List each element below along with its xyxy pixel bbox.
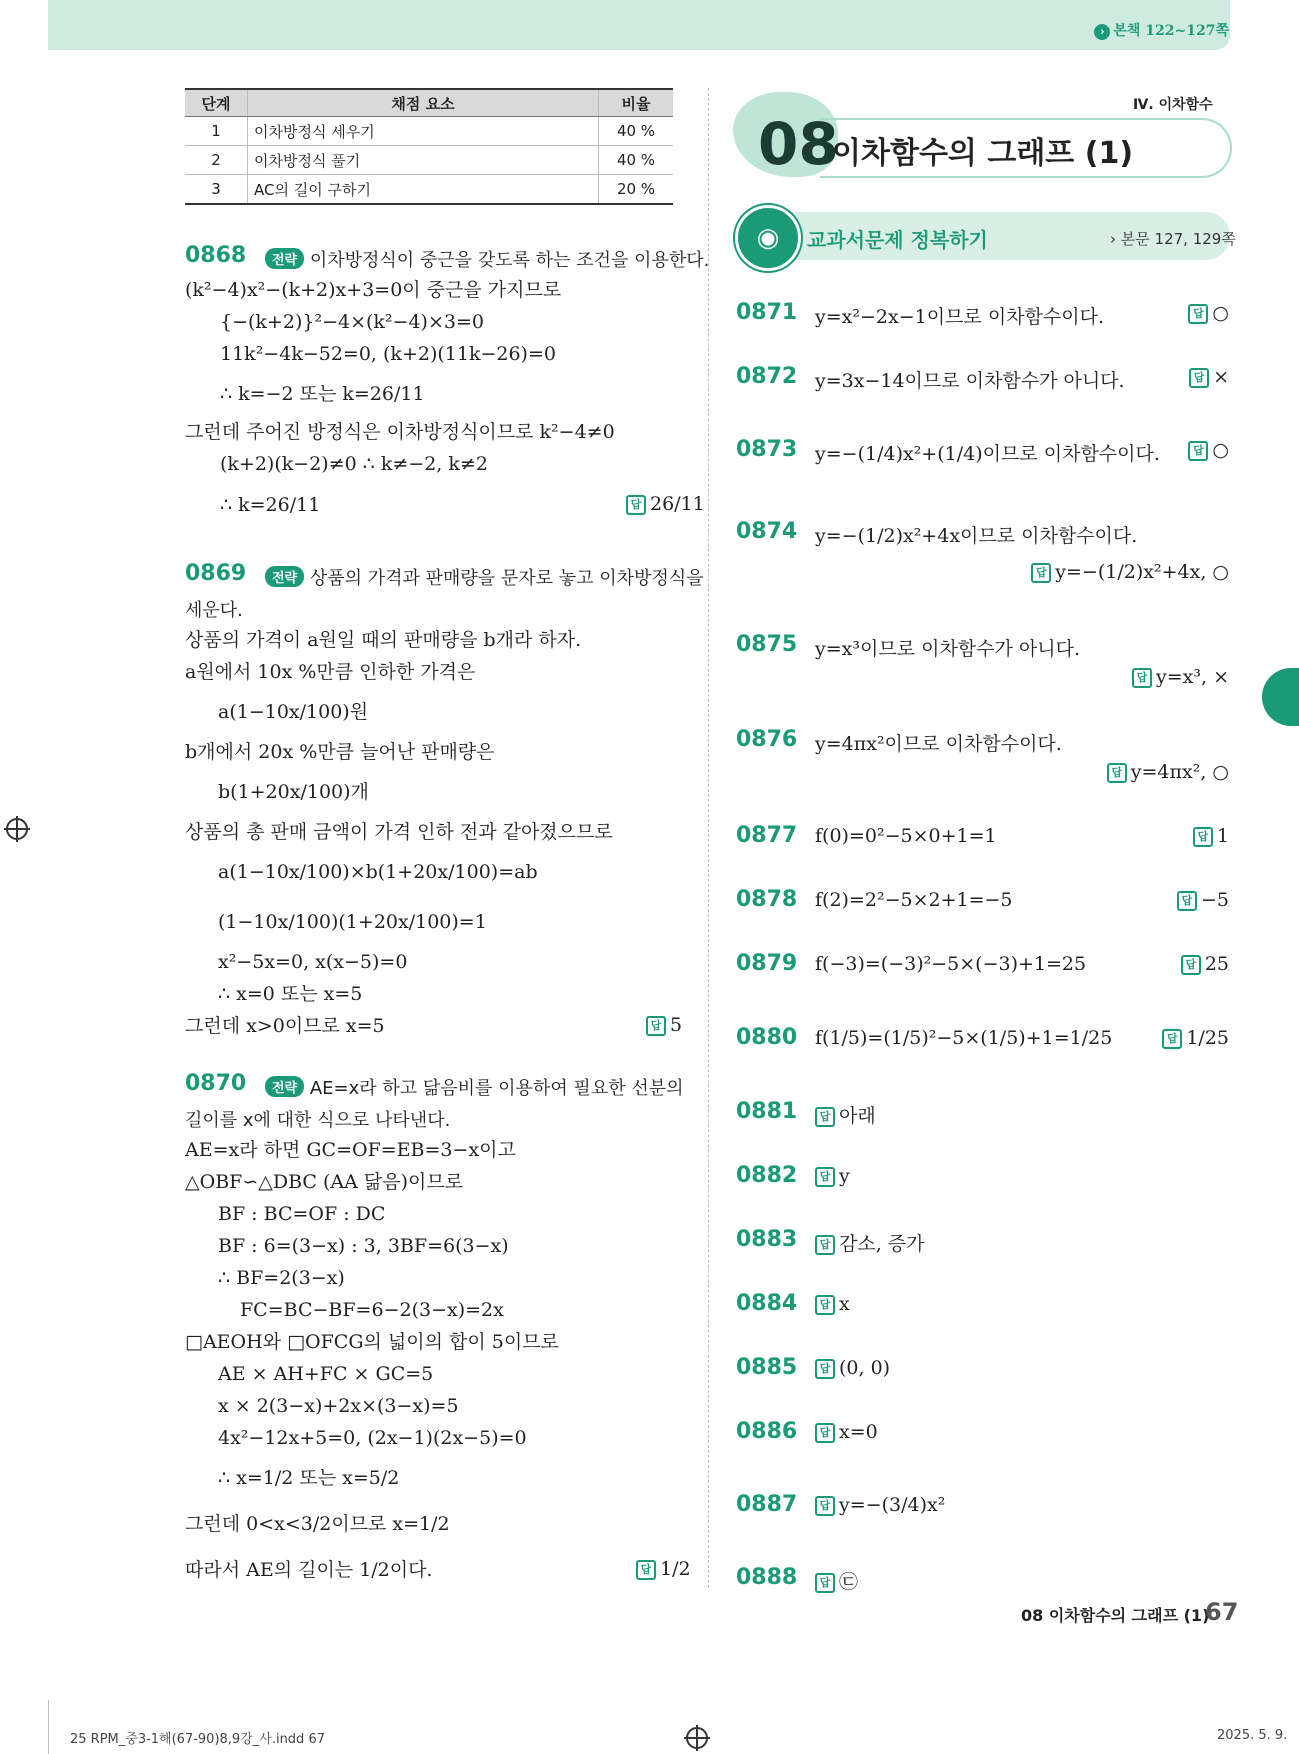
answer-value: ○	[1212, 439, 1229, 461]
solution-line: y=4πx²이므로 이차함수이다.	[815, 733, 1062, 755]
problem-number: 0879	[736, 951, 798, 976]
answer-value: 26/11	[650, 493, 705, 515]
print-date: 2025. 5. 9.	[1217, 1728, 1288, 1743]
answer	[1181, 953, 1229, 975]
strategy-line	[265, 1074, 683, 1100]
answer-value: y=x³, ×	[1156, 666, 1229, 688]
answer-value: 감소, 증가	[839, 1233, 925, 1255]
solution-line: (k²−4)x²−(k+2)x+3=0이 중근을 가지므로	[185, 279, 562, 301]
answer-badge: 답	[1107, 763, 1127, 783]
solution-line: 그런데 x>0이므로 x=5	[185, 1015, 385, 1037]
strategy-line	[265, 564, 704, 590]
table-cell: 2	[185, 146, 248, 175]
solution-line: ∴ x=1/2 또는 x=5/2	[218, 1467, 400, 1489]
solution-line: BF : 6=(3−x) : 3, 3BF=6(3−x)	[218, 1235, 509, 1257]
print-info: 25 RPM_중3-1해(67-90)8,9강_사.indd 67	[70, 1732, 325, 1747]
table-cell: 20 %	[599, 175, 674, 205]
table-cell: 이차방정식 풀기	[248, 146, 599, 175]
magnifier-icon: ◉	[735, 205, 801, 271]
answer-value: ○	[1212, 302, 1229, 324]
solution-line: AE=x라 하면 GC=OF=EB=3−x이고	[185, 1139, 516, 1161]
strategy-badge: 전략	[265, 566, 304, 587]
table-header: 채점 요소	[248, 89, 599, 117]
solution-line: ∴ k=−2 또는 k=26/11	[220, 383, 425, 405]
answer-badge: 답	[815, 1423, 835, 1443]
solution-line: a원에서 10x %만큼 인하한 가격은	[185, 661, 476, 683]
chapter-number: 08	[758, 110, 839, 178]
answer	[1031, 561, 1229, 583]
answer-value: x	[839, 1293, 850, 1315]
problem-number: 0882	[736, 1163, 798, 1188]
answer	[1177, 889, 1229, 911]
solution-line: f(2)=2²−5×2+1=−5	[815, 889, 1013, 911]
problem-number: 0880	[736, 1025, 798, 1050]
answer-value: 1/2	[660, 1558, 691, 1580]
table-row	[185, 175, 673, 205]
table-header: 단계	[185, 89, 248, 117]
answer	[815, 1229, 925, 1256]
section-ref-text: 본문 127, 129쪽	[1120, 230, 1236, 248]
answer	[815, 1567, 858, 1594]
problem-number: 0877	[736, 823, 798, 848]
solution-line: y=−(1/4)x²+(1/4)이므로 이차함수이다.	[815, 443, 1160, 465]
problem-number: 0876	[736, 727, 798, 752]
answer-value: 1	[1216, 825, 1229, 847]
answer-value: y=−(3/4)x²	[839, 1494, 946, 1516]
answer-value: −5	[1200, 889, 1229, 911]
solution-line: f(−3)=(−3)²−5×(−3)+1=25	[815, 953, 1087, 975]
answer-value: 1/25	[1186, 1027, 1229, 1049]
answer-badge: 답	[1193, 827, 1213, 847]
answer	[1132, 666, 1229, 688]
crop-line	[48, 1700, 49, 1754]
solution-line: FC=BC−BF=6−2(3−x)=2x	[240, 1299, 504, 1321]
answer	[1107, 761, 1229, 783]
solution-line: 11k²−4k−52=0, (k+2)(11k−26)=0	[220, 343, 556, 365]
answer-badge: 답	[1162, 1029, 1182, 1049]
answer	[1188, 439, 1229, 461]
solution-line: b(1+20x/100)개	[218, 781, 369, 803]
solution-line: a(1−10x/100)×b(1+20x/100)=ab	[218, 861, 538, 883]
answer-badge: 답	[815, 1235, 835, 1255]
answer-value: 5	[670, 1014, 683, 1036]
answer	[815, 1101, 876, 1128]
registration-mark-icon	[6, 818, 28, 840]
answer	[1162, 1027, 1229, 1049]
strategy-text: 세운다.	[185, 600, 243, 621]
solution-line: f(1/5)=(1/5)²−5×(1/5)+1=1/25	[815, 1027, 1113, 1049]
table-cell: AC의 길이 구하기	[248, 175, 599, 205]
registration-mark-icon	[686, 1727, 708, 1749]
solution-line: ∴ x=0 또는 x=5	[218, 983, 363, 1005]
table-row	[185, 146, 673, 175]
answer	[815, 1165, 850, 1187]
answer-value: y=4πx², ○	[1130, 761, 1229, 783]
answer-value: x=0	[839, 1421, 878, 1443]
solution-line: BF : BC=OF : DC	[218, 1203, 386, 1225]
problem-number: 0874	[736, 519, 798, 544]
answer-badge: 답	[1189, 368, 1209, 388]
header-ref	[1094, 20, 1229, 40]
strategy-badge: 전략	[265, 1076, 304, 1097]
answer	[646, 1014, 682, 1036]
chevron-right-icon: ›	[1110, 230, 1121, 248]
problem-number: 0868	[185, 243, 247, 268]
answer-value: 25	[1204, 953, 1229, 975]
page-number: 67	[1205, 1598, 1239, 1626]
scoring-table	[185, 88, 673, 205]
solution-line: y=x²−2x−1이므로 이차함수이다.	[815, 306, 1104, 328]
answer-badge: 답	[646, 1016, 666, 1036]
solution-line: 따라서 AE의 길이는 1/2이다.	[185, 1559, 433, 1581]
problem-number: 0878	[736, 887, 798, 912]
answer	[626, 493, 705, 515]
answer-value: (0, 0)	[839, 1357, 891, 1379]
answer-badge: 답	[1188, 304, 1208, 324]
solution-line: x²−5x=0, x(x−5)=0	[218, 951, 408, 973]
strategy-line	[265, 246, 709, 272]
strategy-badge: 전략	[265, 248, 304, 269]
problem-number: 0884	[736, 1291, 798, 1316]
section-ref	[1110, 228, 1236, 249]
footer-title: 08 이차함수의 그래프 (1)	[1021, 1606, 1210, 1625]
solution-line: x × 2(3−x)+2x×(3−x)=5	[218, 1395, 459, 1417]
strategy-text: 이차방정식이 중근을 갖도록 하는 조건을 이용한다.	[309, 250, 710, 271]
answer-badge: 답	[1132, 668, 1152, 688]
problem-number: 0883	[736, 1227, 798, 1252]
problem-number: 0886	[736, 1419, 798, 1444]
answer	[1188, 302, 1229, 324]
table-header-row	[185, 89, 673, 117]
answer-badge: 답	[815, 1167, 835, 1187]
answer	[815, 1494, 945, 1516]
problem-number: 0875	[736, 632, 798, 657]
answer	[1189, 366, 1229, 388]
problem-number: 0871	[736, 300, 798, 325]
table-cell: 1	[185, 117, 248, 146]
problem-number: 0881	[736, 1099, 798, 1124]
solution-line: f(0)=0²−5×0+1=1	[815, 825, 997, 847]
answer-badge: 답	[636, 1560, 656, 1580]
problem-number: 0888	[736, 1565, 798, 1590]
strategy-text: 상품의 가격과 판매량을 문자로 놓고 이차방정식을	[309, 568, 704, 589]
answer	[815, 1421, 878, 1443]
column-divider	[708, 88, 709, 1588]
solution-line: AE × AH+FC × GC=5	[218, 1363, 434, 1385]
solution-line: y=x³이므로 이차함수가 아니다.	[815, 638, 1080, 660]
answer	[815, 1357, 890, 1379]
answer-badge: 답	[1031, 563, 1051, 583]
answer	[815, 1293, 850, 1315]
answer-value: y=−(1/2)x²+4x, ○	[1055, 561, 1229, 583]
problem-number: 0870	[185, 1071, 247, 1096]
strategy-text: 길이를 x에 대한 식으로 나타낸다.	[185, 1110, 451, 1131]
problem-number: 0869	[185, 561, 247, 586]
table-row	[185, 117, 673, 146]
answer-badge: 답	[1181, 955, 1201, 975]
header-ref-text: 본책 122~127쪽	[1113, 23, 1229, 39]
table-cell: 3	[185, 175, 248, 205]
answer-badge: 답	[1188, 441, 1208, 461]
solution-line: 그런데 주어진 방정식은 이차방정식이므로 k²−4≠0	[185, 421, 615, 443]
table-header: 비율	[599, 89, 674, 117]
solution-line: ∴ BF=2(3−x)	[218, 1267, 345, 1289]
solution-line: a(1−10x/100)원	[218, 701, 369, 723]
chapter-title: 이차함수의 그래프 (1)	[832, 136, 1134, 171]
problem-number: 0887	[736, 1492, 798, 1517]
answer-value: 아래	[839, 1105, 876, 1127]
problem-number: 0873	[736, 437, 798, 462]
header-bar	[48, 0, 1230, 50]
solution-line: {−(k+2)}²−4×(k²−4)×3=0	[220, 311, 484, 333]
problem-number: 0885	[736, 1355, 798, 1380]
section-title: 교과서문제 정복하기	[807, 228, 988, 252]
answer-value: ×	[1213, 366, 1229, 388]
answer	[1193, 825, 1229, 847]
solution-line: ∴ k=26/11	[220, 494, 321, 516]
solution-line: 4x²−12x+5=0, (2x−1)(2x−5)=0	[218, 1427, 527, 1449]
answer-badge: 답	[815, 1107, 835, 1127]
answer-value: y	[839, 1165, 850, 1187]
table-cell: 40 %	[599, 117, 674, 146]
answer-badge: 답	[815, 1496, 835, 1516]
solution-line: 그런데 0<x<3/2이므로 x=1/2	[185, 1513, 450, 1535]
answer-badge: 답	[626, 495, 646, 515]
solution-line: △OBF∽△DBC (AA 닮음)이므로	[185, 1171, 464, 1193]
solution-line: y=−(1/2)x²+4x이므로 이차함수이다.	[815, 525, 1138, 547]
chevron-right-icon: ›	[1094, 24, 1110, 40]
answer-badge: 답	[815, 1359, 835, 1379]
solution-line: y=3x−14이므로 이차함수가 아니다.	[815, 370, 1125, 392]
answer-badge: 답	[815, 1295, 835, 1315]
answer-badge: 답	[1177, 891, 1197, 911]
table-cell: 40 %	[599, 146, 674, 175]
strategy-text: AE=x라 하고 닮음비를 이용하여 필요한 선분의	[309, 1078, 684, 1099]
table-cell: 이차방정식 세우기	[248, 117, 599, 146]
answer	[636, 1558, 691, 1580]
solution-line: b개에서 20x %만큼 늘어난 판매량은	[185, 741, 495, 763]
answer-value: ㉢	[839, 1571, 859, 1593]
solution-line: (k+2)(k−2)≠0 ∴ k≠−2, k≠2	[220, 453, 488, 475]
problem-number: 0872	[736, 364, 798, 389]
solution-line: □AEOH와 □OFCG의 넓이의 합이 5이므로	[185, 1331, 559, 1353]
solution-line: 상품의 총 판매 금액이 가격 인하 전과 같아졌으므로	[185, 821, 613, 843]
answer-badge: 답	[815, 1573, 835, 1593]
solution-line: 상품의 가격이 a원일 때의 판매량을 b개라 하자.	[185, 629, 582, 651]
unit-label: Ⅳ. 이차함수	[1133, 97, 1213, 113]
solution-line: (1−10x/100)(1+20x/100)=1	[218, 911, 487, 933]
chapter-side-tab	[1262, 668, 1299, 726]
